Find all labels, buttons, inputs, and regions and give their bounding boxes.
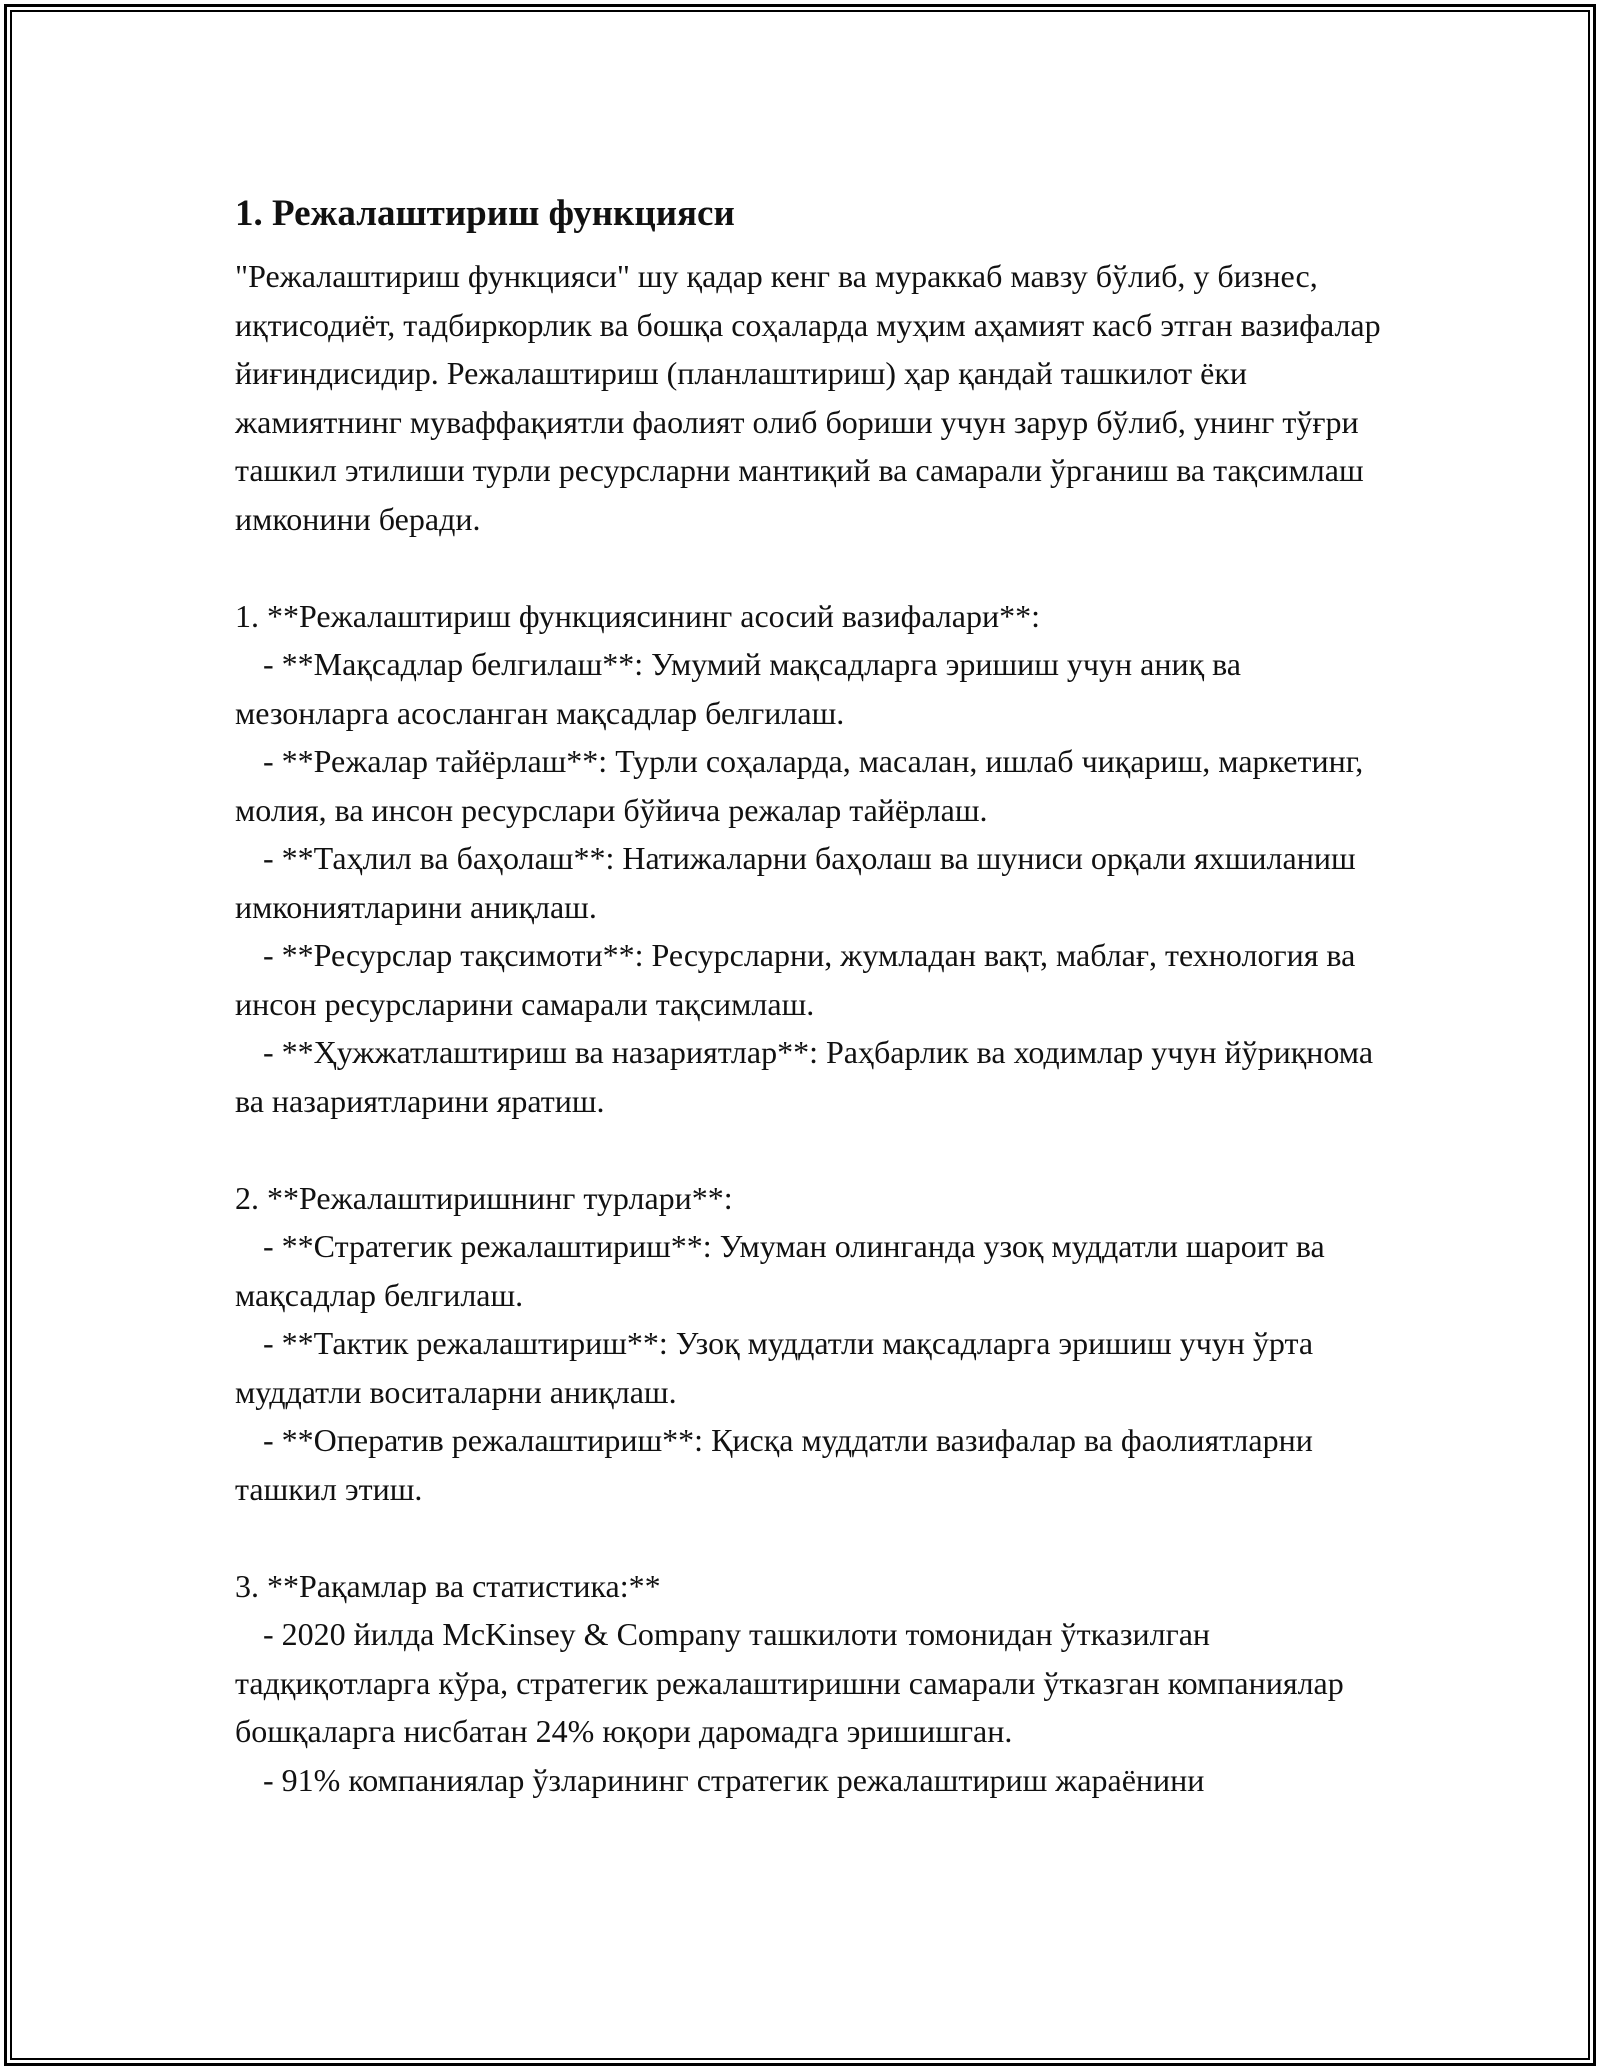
section-main-tasks xyxy=(235,592,1395,1126)
section-heading: 3. **Рақамлар ва статистика:** xyxy=(235,1567,661,1604)
list-item: - **Ҳужжатлаштириш ва назариятлар**: Раҳбарлик ва ходимлар учун йўриқнома ва назариятларини яратиш. xyxy=(235,1034,1374,1119)
document-title: 1. Режалаштириш функцияси xyxy=(235,193,735,234)
list-item: - **Мақсадлар белгилаш**: Умумий мақсадларга эришиш учун аниқ ва мезонларга асосланган мақсадлар белгилаш. xyxy=(235,646,1241,731)
section-heading: 2. **Режалаштиришнинг турлари**: xyxy=(235,1179,733,1216)
intro-paragraph: "Режалаштириш функцияси" шу қадар кенг ва мураккаб мавзу бўлиб, у бизнес, иқтисодиёт, тадбиркорлик ва бошқа соҳаларда муҳим аҳамият касб этган вазифалар йиғиндисидир. Режалаштириш (планлаштириш) ҳар қандай ташкилот ёки жамиятнинг муваффақиятли фаолият олиб бориши учун зарур бўлиб, унинг тўғри ташкил этилиши турли ресурсларни мантиқий ва самарали ўрганиш ва тақсимлаш имконини беради. xyxy=(235,258,1381,537)
list-item: - **Режалар тайёрлаш**: Турли соҳаларда, масалан, ишлаб чиқариш, маркетинг, молия, ва инсон ресурслари бўйича режалар тайёрлаш. xyxy=(235,743,1364,828)
section-heading: 1. **Режалаштириш функциясининг асосий вазифалари**: xyxy=(235,597,1040,634)
list-item: - **Ресурслар тақсимоти**: Ресурсларни, жумладан вақт, маблағ, технология ва инсон ресурсларини самарали тақсимлаш. xyxy=(235,937,1356,1022)
document-body xyxy=(235,186,1395,1804)
list-item: - **Стратегик режалаштириш**: Умуман олинганда узоқ муддатли шароит ва мақсадлар белгилаш. xyxy=(235,1228,1325,1313)
list-item: - 2020 йилда McKinsey & Company ташкилоти томонидан ўтказилган тадқиқотларга кўра, стратегик режалаштиришни самарали ўтказган компаниялар бошқаларга нисбатан 24% юқори даромадга эришишган. xyxy=(235,1616,1344,1749)
section-statistics xyxy=(235,1562,1395,1805)
list-item: - **Тактик режалаштириш**: Узоқ муддатли мақсадларга эришиш учун ўрта муддатли воситаларни аниқлаш. xyxy=(235,1325,1314,1410)
list-item: - **Оператив режалаштириш**: Қисқа муддатли вазифалар ва фаолиятларни ташкил этиш. xyxy=(235,1422,1313,1507)
list-item: - **Таҳлил ва баҳолаш**: Натижаларни баҳолаш ва шуниси орқали яхшиланиш имкониятларини аниқлаш. xyxy=(235,840,1356,925)
list-item: - 91% компаниялар ўзларининг стратегик режалаштириш жараёнини xyxy=(263,1761,1205,1798)
section-planning-types xyxy=(235,1174,1395,1514)
